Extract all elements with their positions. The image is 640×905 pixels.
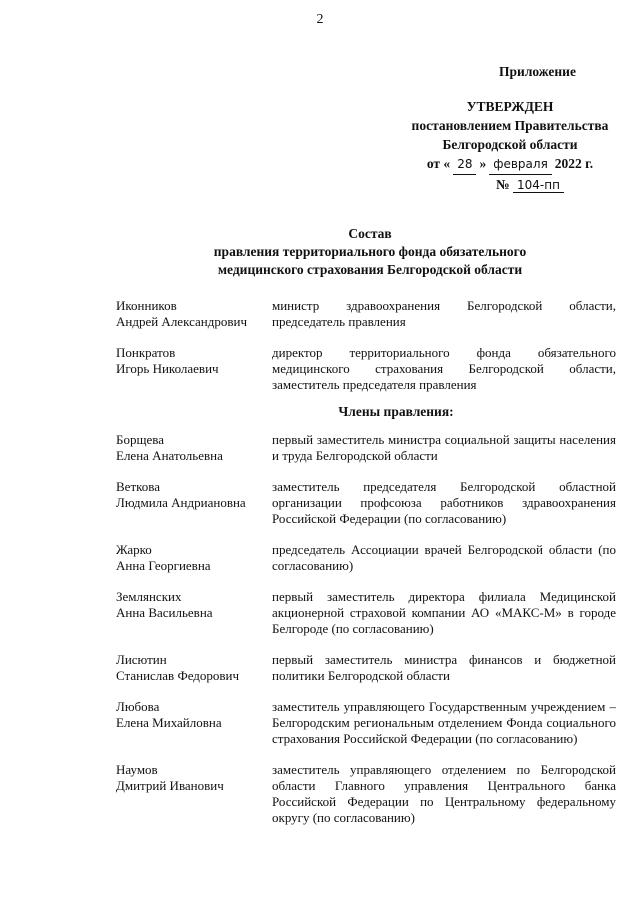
list-item xyxy=(116,345,616,393)
date-day: 28 xyxy=(453,155,476,175)
member-name xyxy=(116,589,272,637)
member-position: первый заместитель министра финансов и бюджетной политики Белгородской области xyxy=(272,652,616,683)
member-name xyxy=(116,345,272,393)
approved-label: УТВЕРЖДЕН xyxy=(466,99,554,114)
member-given-names: Станислав Федорович xyxy=(116,668,240,683)
member-given-names: Андрей Александрович xyxy=(116,314,247,329)
member-name xyxy=(116,479,272,527)
appendix-label: Приложение xyxy=(499,64,576,79)
member-surname: Жарко xyxy=(116,542,152,557)
member-position: министр здравоохранения Белгородской области, председатель правления xyxy=(272,298,616,329)
date-year: 2022 г. xyxy=(554,156,594,171)
member-surname: Иконников xyxy=(116,298,177,313)
members-heading: Члены правления: xyxy=(338,404,454,419)
document-title xyxy=(0,225,640,279)
member-given-names: Елена Михайловна xyxy=(116,715,222,730)
member-surname: Веткова xyxy=(116,479,161,494)
member-surname: Понкратов xyxy=(116,345,176,360)
member-surname: Землянских xyxy=(116,589,182,604)
member-name xyxy=(116,762,272,826)
member-name xyxy=(116,298,272,330)
member-given-names: Дмитрий Иванович xyxy=(116,778,224,793)
list-item xyxy=(116,589,616,637)
list-item xyxy=(116,298,616,330)
approved-by-line-2: Белгородской области xyxy=(442,137,578,152)
date-mid: » xyxy=(479,156,487,171)
member-surname: Наумов xyxy=(116,762,158,777)
page-number: 2 xyxy=(316,12,324,27)
member-surname: Любова xyxy=(116,699,160,714)
member-given-names: Людмила Андриановна xyxy=(116,495,246,510)
member-name xyxy=(116,652,272,684)
list-item xyxy=(116,542,616,574)
title-line-3: медицинского страхования Белгородской области xyxy=(217,262,523,277)
board-composition xyxy=(116,298,616,841)
member-given-names: Анна Георгиевна xyxy=(116,558,211,573)
date-month: февраля xyxy=(489,155,552,175)
number-value: 104-пп xyxy=(513,178,564,193)
member-position: заместитель председателя Белгородской областной организации профсоюза работников здравоохранения Российской Федерации (по согласованию) xyxy=(272,479,616,526)
member-position: первый заместитель директора филиала Медицинской акционерной страховой компании АО «МАКС-М» в городе Белгороде (по согласованию) xyxy=(272,589,616,636)
title-line-2: правления территориального фонда обязательного xyxy=(213,244,527,259)
approval-number xyxy=(435,175,625,195)
list-item xyxy=(116,432,616,464)
member-position: заместитель управляющего отделением по Белгородской области Главного управления Центрального банка Российской Федерации по Центральному федеральному округу (по согласованию) xyxy=(272,762,616,825)
member-name xyxy=(116,699,272,747)
title-line-1: Состав xyxy=(348,226,392,241)
member-surname: Лисютин xyxy=(116,652,167,667)
approval-block xyxy=(395,62,625,195)
list-item xyxy=(116,652,616,684)
number-prefix: № xyxy=(496,177,510,192)
list-item xyxy=(116,699,616,747)
member-given-names: Елена Анатольевна xyxy=(116,448,223,463)
member-position: заместитель управляющего Государственным учреждением – Белгородским региональным отделением Фонда социального страхования Российской Федерации (по согласованию) xyxy=(272,699,616,746)
list-item xyxy=(116,762,616,826)
member-given-names: Анна Васильевна xyxy=(116,605,213,620)
approved-by-line-1: постановлением Правительства xyxy=(411,118,609,133)
member-name xyxy=(116,542,272,574)
member-position: первый заместитель министра социальной защиты населения и труда Белгородской области xyxy=(272,432,616,463)
member-name xyxy=(116,432,272,464)
member-position: председатель Ассоциации врачей Белгородской области (по согласованию) xyxy=(272,542,616,573)
member-surname: Борщева xyxy=(116,432,164,447)
member-given-names: Игорь Николаевич xyxy=(116,361,219,376)
member-position: директор территориального фонда обязательного медицинского страхования Белгородской области, заместитель председателя правления xyxy=(272,345,616,392)
date-prefix: от « xyxy=(426,156,451,171)
list-item xyxy=(116,479,616,527)
approval-date xyxy=(395,154,625,175)
